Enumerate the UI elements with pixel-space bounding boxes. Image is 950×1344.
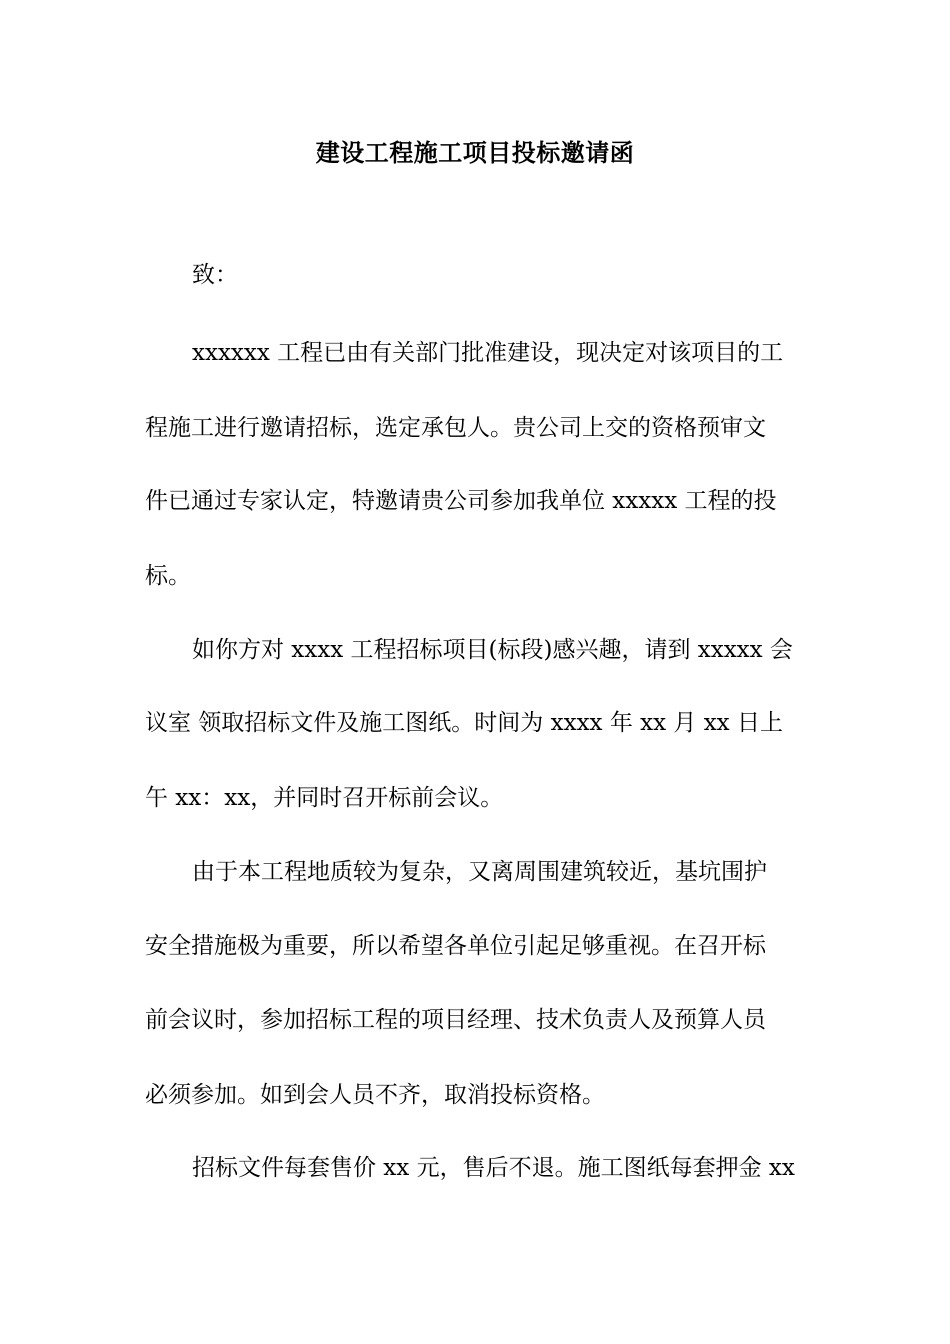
greeting-line: 致：: [192, 262, 238, 288]
paragraph-1-line-2: 程施工进行邀请招标，选定承包人。贵公司上交的资格预审文: [145, 415, 766, 441]
paragraph-3-line-1: 由于本工程地质较为复杂，又离周围建筑较近，基坑围护: [192, 859, 767, 885]
paragraph-1-line-4: 标。: [145, 563, 191, 589]
paragraph-2-line-1: 如你方对 xxxx 工程招标项目(标段)感兴趣，请到 xxxxx 会: [192, 637, 793, 663]
paragraph-3-line-2: 安全措施极为重要，所以希望各单位引起足够重视。在召开标: [145, 933, 766, 959]
paragraph-1-line-1: xxxxxx 工程已由有关部门批准建设，现决定对该项目的工: [192, 340, 784, 366]
paragraph-3-line-4: 必须参加。如到会人员不齐，取消投标资格。: [145, 1082, 605, 1108]
paragraph-1-line-3: 件已通过专家认定，特邀请贵公司参加我单位 xxxxx 工程的投: [145, 488, 777, 514]
paragraph-2-line-3: 午 xx：xx，并同时召开标前会议。: [145, 785, 504, 811]
document-title: 建设工程施工项目投标邀请函: [315, 138, 635, 167]
paragraph-2-line-2: 议室 领取招标文件及施工图纸。时间为 xxxx 年 xx 月 xx 日上: [145, 710, 783, 736]
paragraph-3-line-3: 前会议时，参加招标工程的项目经理、技术负责人及预算人员: [145, 1007, 766, 1033]
paragraph-4-line-1: 招标文件每套售价 xx 元，售后不退。施工图纸每套押金 xx: [192, 1155, 795, 1181]
